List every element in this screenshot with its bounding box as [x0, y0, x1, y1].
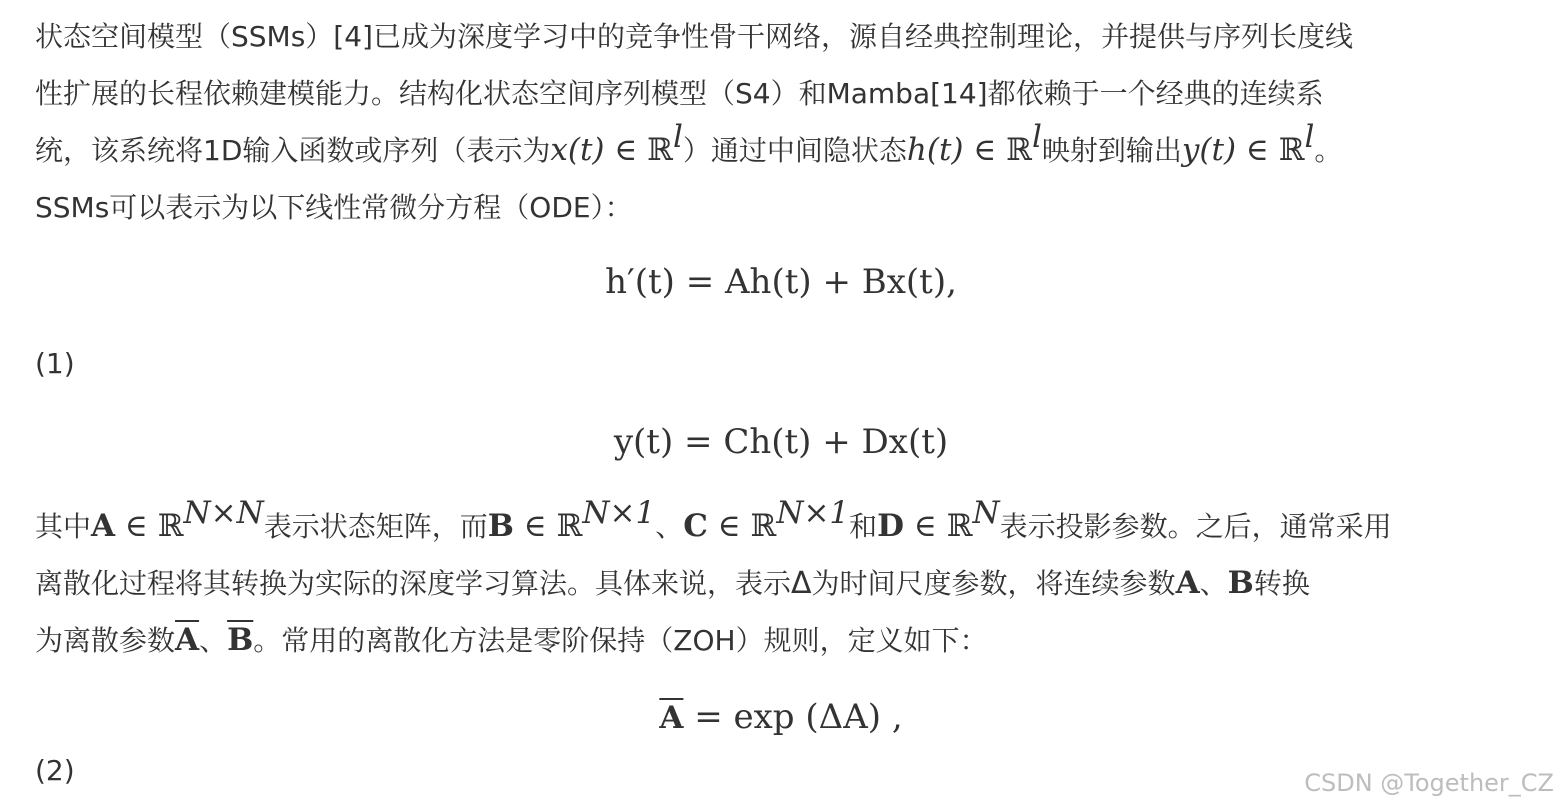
math-in-reals: ∈ ℝ	[604, 132, 673, 168]
math-x-t: x(t)	[550, 132, 605, 168]
watermark: CSDN @Together_CZ	[1304, 769, 1554, 797]
math-D: D	[877, 508, 905, 544]
text-span: 。常用的离散化方法是零阶保持（ZOH）规则，定义如下：	[253, 624, 988, 657]
math-superscript-Nx1: N×1	[582, 495, 656, 531]
equation-output: y(t) = Ch(t) + Dx(t)	[613, 422, 949, 462]
text-span: 转换	[1253, 567, 1310, 600]
text-span: 其中	[35, 510, 92, 543]
text-span: 性扩展的长程依赖建模能力。结构化状态空间序列模型（S4）和Mamba[14]都依赖于一个经典的连续系	[35, 77, 1324, 110]
text-line	[35, 555, 1545, 612]
text-line	[35, 179, 1545, 236]
math-in-reals: ∈ ℝ	[963, 132, 1032, 168]
equation-state-update: h′(t) = Ah(t) + Bx(t),	[605, 262, 957, 302]
text-span: 表示投影参数。之后，通常采用	[999, 510, 1392, 543]
equation-zoh-A	[0, 697, 1562, 737]
math-A-bar: $\overline{A}$	[659, 700, 684, 736]
math-B: B	[487, 508, 514, 544]
math-superscript-N: N	[972, 495, 1000, 531]
equation-number-1: (1)	[35, 347, 75, 380]
math-delta: Δ	[791, 566, 812, 601]
math-in-reals: ∈ ℝ	[1236, 132, 1305, 168]
math-h-t: h(t)	[906, 132, 964, 168]
text-span: 状态空间模型（SSMs）[4]已成为深度学习中的竞争性骨干网络，源自经典控制理论，并提供与序列长度线	[35, 20, 1353, 53]
math-B-bar: $\overline{B}$	[227, 622, 254, 658]
text-span: 。	[1314, 134, 1343, 167]
text-span: 为离散参数	[35, 624, 176, 657]
text-span: 、	[199, 624, 228, 657]
math-superscript-l: l	[1031, 119, 1042, 155]
math-in-reals: ∈ ℝ	[904, 508, 973, 544]
text-line	[35, 495, 1545, 555]
math-A: A	[1175, 565, 1200, 601]
text-line	[35, 8, 1545, 65]
text-span: 、	[1199, 567, 1228, 600]
math-superscript-Nx1: N×1	[776, 495, 850, 531]
text-span: 、	[655, 510, 684, 543]
text-span: 统，该系统将1D输入函数或序列（表示为	[35, 134, 551, 167]
math-superscript-l: l	[672, 119, 683, 155]
text-span: 离散化过程将其转换为实际的深度学习算法。具体来说，表示	[35, 567, 792, 600]
math-in-reals: ∈ ℝ	[115, 508, 184, 544]
math-superscript-l: l	[1304, 119, 1315, 155]
math-B: B	[1227, 565, 1254, 601]
paragraph-discretization	[35, 495, 1545, 669]
text-span: 为时间尺度参数，将连续参数	[811, 567, 1176, 600]
text-span: 映射到输出	[1041, 134, 1182, 167]
equation-number-2: (2)	[35, 754, 75, 787]
text-span: 和	[849, 510, 878, 543]
text-line	[35, 119, 1545, 179]
math-C: C	[683, 508, 708, 544]
text-line	[35, 612, 1545, 669]
math-y-t: y(t)	[1181, 132, 1237, 168]
paragraph-ssm-intro	[35, 8, 1545, 236]
text-span: SSMs可以表示为以下线性常微分方程（ODE）：	[35, 191, 633, 224]
text-span: 表示状态矩阵，而	[263, 510, 488, 543]
text-line	[35, 65, 1545, 122]
math-A-bar: $\overline{A}$	[175, 622, 200, 658]
math-superscript-NxN: N×N	[183, 495, 264, 531]
math-in-reals: ∈ ℝ	[513, 508, 583, 544]
math-in-reals: ∈ ℝ	[707, 508, 777, 544]
equation-rhs: = exp (ΔA) ,	[683, 697, 903, 737]
math-A: A	[91, 508, 116, 544]
text-span: ）通过中间隐状态	[682, 134, 907, 167]
